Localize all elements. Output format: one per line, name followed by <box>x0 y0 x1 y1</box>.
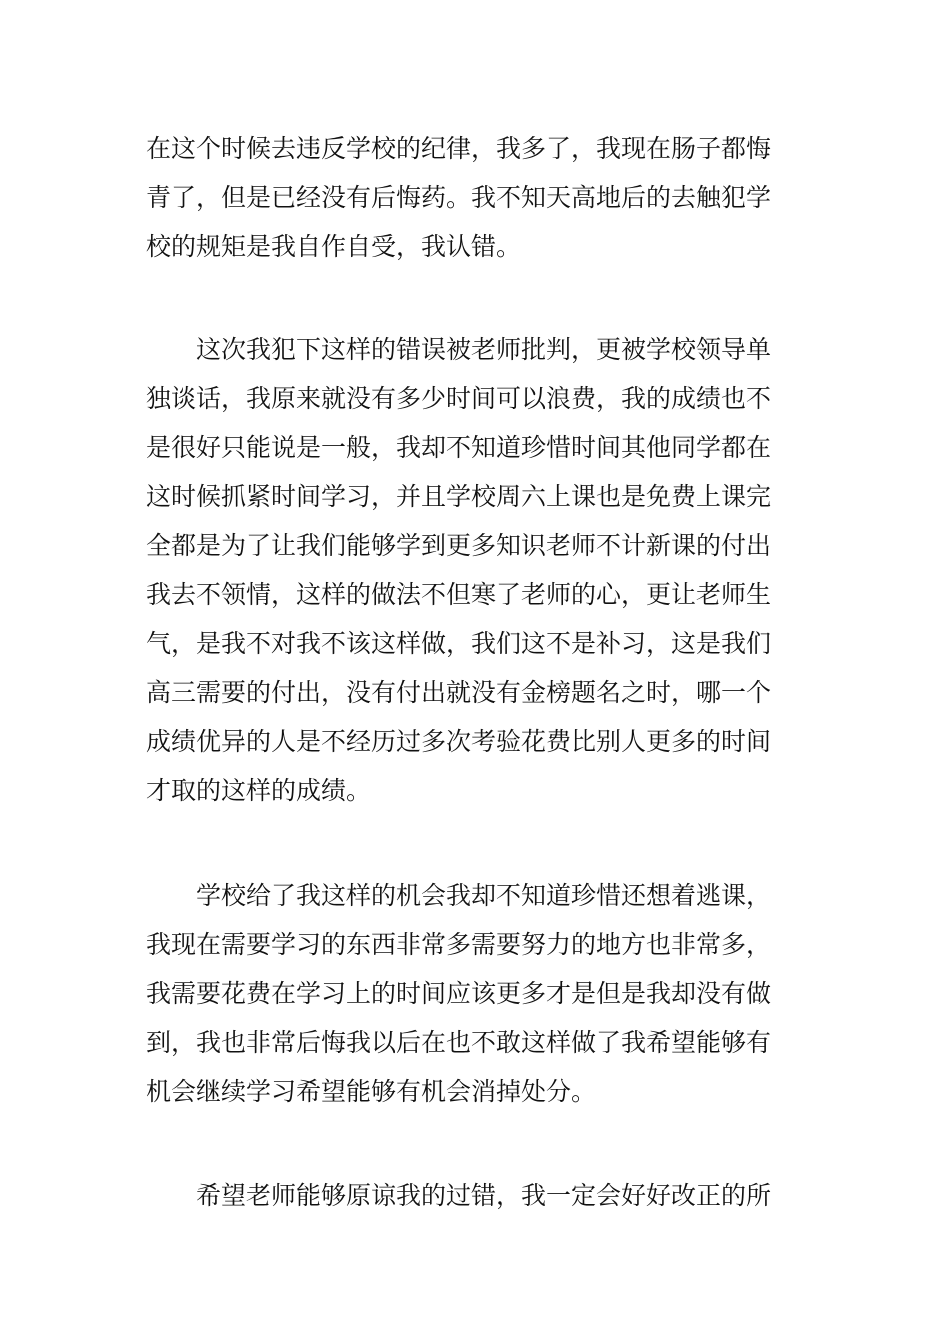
text-line: 独谈话，我原来就没有多少时间可以浪费，我的成绩也不 <box>146 384 772 413</box>
paragraph-1 <box>146 124 810 271</box>
text-line: 在这个时候去违反学校的纪律，我多了，我现在肠子都悔 <box>146 134 772 163</box>
text-line: 学校给了我这样的机会我却不知道珍惜还想着逃课， <box>146 881 772 910</box>
text-line: 青了，但是已经没有后悔药。我不知天高地后的去触犯学 <box>146 183 772 212</box>
text-line: 我去不领情，这样的做法不但寒了老师的心，更让老师生 <box>146 580 772 609</box>
text-line: 是很好只能说是一般，我却不知道珍惜时间其他同学都在 <box>146 433 772 462</box>
paragraph-3 <box>146 871 810 1116</box>
text-line: 全都是为了让我们能够学到更多知识老师不计新课的付出 <box>146 531 772 560</box>
text-line: 希望老师能够原谅我的过错，我一定会好好改正的所 <box>146 1181 772 1210</box>
text-line: 高三需要的付出，没有付出就没有金榜题名之时，哪一个 <box>146 678 772 707</box>
text-line: 我需要花费在学习上的时间应该更多才是但是我却没有做 <box>146 979 772 1008</box>
text-line: 机会继续学习希望能够有机会消掉处分。 <box>146 1077 597 1106</box>
text-line: 我现在需要学习的东西非常多需要努力的地方也非常多， <box>146 930 772 959</box>
text-line: 到，我也非常后悔我以后在也不敢这样做了我希望能够有 <box>146 1028 772 1057</box>
text-line: 才取的这样的成绩。 <box>146 776 372 805</box>
text-line: 成绩优异的人是不经历过多次考验花费比别人更多的时间 <box>146 727 772 756</box>
paragraph-2 <box>146 325 810 815</box>
text-line: 这时候抓紧时间学习，并且学校周六上课也是免费上课完 <box>146 482 772 511</box>
text-line: 校的规矩是我自作自受，我认错。 <box>146 232 522 261</box>
text-line: 气，是我不对我不该这样做，我们这不是补习，这是我们 <box>146 629 772 658</box>
paragraph-4 <box>146 1171 810 1220</box>
text-line: 这次我犯下这样的错误被老师批判，更被学校领导单 <box>146 335 772 364</box>
